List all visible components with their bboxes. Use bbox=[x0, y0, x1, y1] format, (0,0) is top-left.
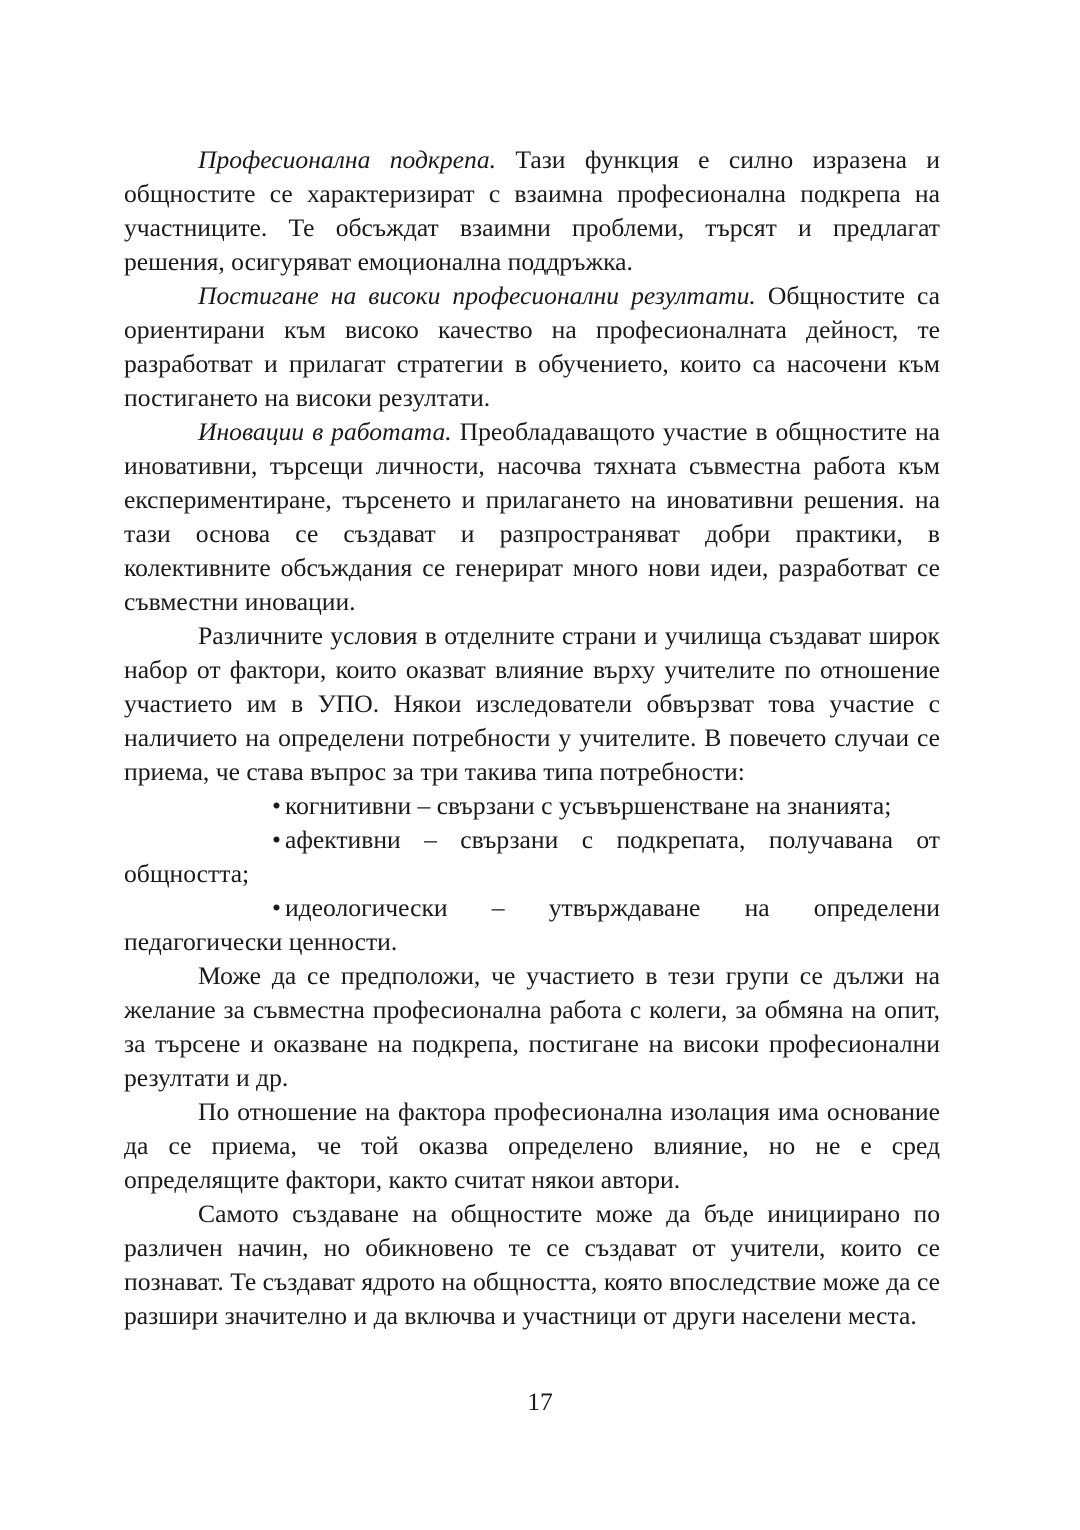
page-body bbox=[124, 143, 940, 1333]
list-item bbox=[124, 891, 940, 959]
bullet-icon: • bbox=[272, 893, 281, 922]
list-item-text: афективни – свързани с подкрепата, получавана от общността; bbox=[124, 825, 940, 888]
list-item-text: идеологически – утвърждаване на определени педагогически ценности. bbox=[124, 893, 940, 956]
paragraph-text: Общностите са ориентирани към високо качество на професионалната дейност, те разработват и прилагат стратегии в обучението, които са насочени към постигането на високи резултати. bbox=[124, 281, 940, 412]
bullet-icon: • bbox=[272, 825, 281, 854]
list-item bbox=[124, 789, 940, 823]
paragraph-text: Тази функция е силно изразена и общностите се характеризират с взаимна професионална подкрепа на участниците. Те обсъждат взаимни проблеми, търсят и предлагат решения, осигуряват емоционална поддръжка. bbox=[124, 145, 940, 276]
paragraph-isolation bbox=[124, 1095, 940, 1197]
paragraph-lead: Постигане на високи професионални резултати. bbox=[198, 281, 756, 310]
bullet-icon: • bbox=[272, 791, 281, 820]
paragraph-text: По отношение на фактора професионална изолация има основание да се приема, че той оказва определено влияние, но не е сред определящите фактори, както считат някои автори. bbox=[124, 1097, 940, 1194]
list-item-text: когнитивни – свързани с усъвършенстване на знанията; bbox=[284, 791, 892, 820]
paragraph-text: Може да се предположи, че участието в тези групи се дължи на желание за съвместна професионална работа с колеги, за обмяна на опит, за търсене и оказване на подкрепа, постигане на високи професионални резултати и др. bbox=[124, 961, 940, 1092]
paragraph-high-results bbox=[124, 279, 940, 415]
paragraph-conditions bbox=[124, 619, 940, 789]
paragraph-creation bbox=[124, 1197, 940, 1333]
paragraph-text: Самото създаване на общностите може да бъде инициирано по различен начин, но обикновено те се създават от учители, които се познават. Те създават ядрото на общността, която впоследствие може да се разшири значително и да включва и участници от други населени места. bbox=[124, 1199, 940, 1330]
list-item bbox=[124, 823, 940, 891]
needs-list bbox=[124, 789, 940, 959]
paragraph-text: Преобладаващото участие в общностите на иновативни, търсещи личности, насочва тяхната съвместна работа към експериментиране, търсенето и прилагането на иновативни решения. на тази основа се създават и разпространяват добри практики, в колективните обсъждания се генерират много нови идеи, разработват се съвместни иновации. bbox=[124, 417, 940, 616]
paragraph-lead: Професионална подкрепа. bbox=[198, 145, 497, 174]
page-number: 17 bbox=[527, 1387, 553, 1416]
paragraph-professional-support bbox=[124, 143, 940, 279]
paragraph-text: Различните условия в отделните страни и училища създават широк набор от фактори, които оказват влияние върху учителите по отношение участието им в УПО. Някои изследователи обвързват това участие с наличието на определени потребности у учителите. В повечето случаи се приема, че става въпрос за три такива типа потребности: bbox=[124, 621, 940, 786]
paragraph-innovations bbox=[124, 415, 940, 619]
paragraph-lead: Иновации в работата. bbox=[198, 417, 452, 446]
paragraph-assumption bbox=[124, 959, 940, 1095]
